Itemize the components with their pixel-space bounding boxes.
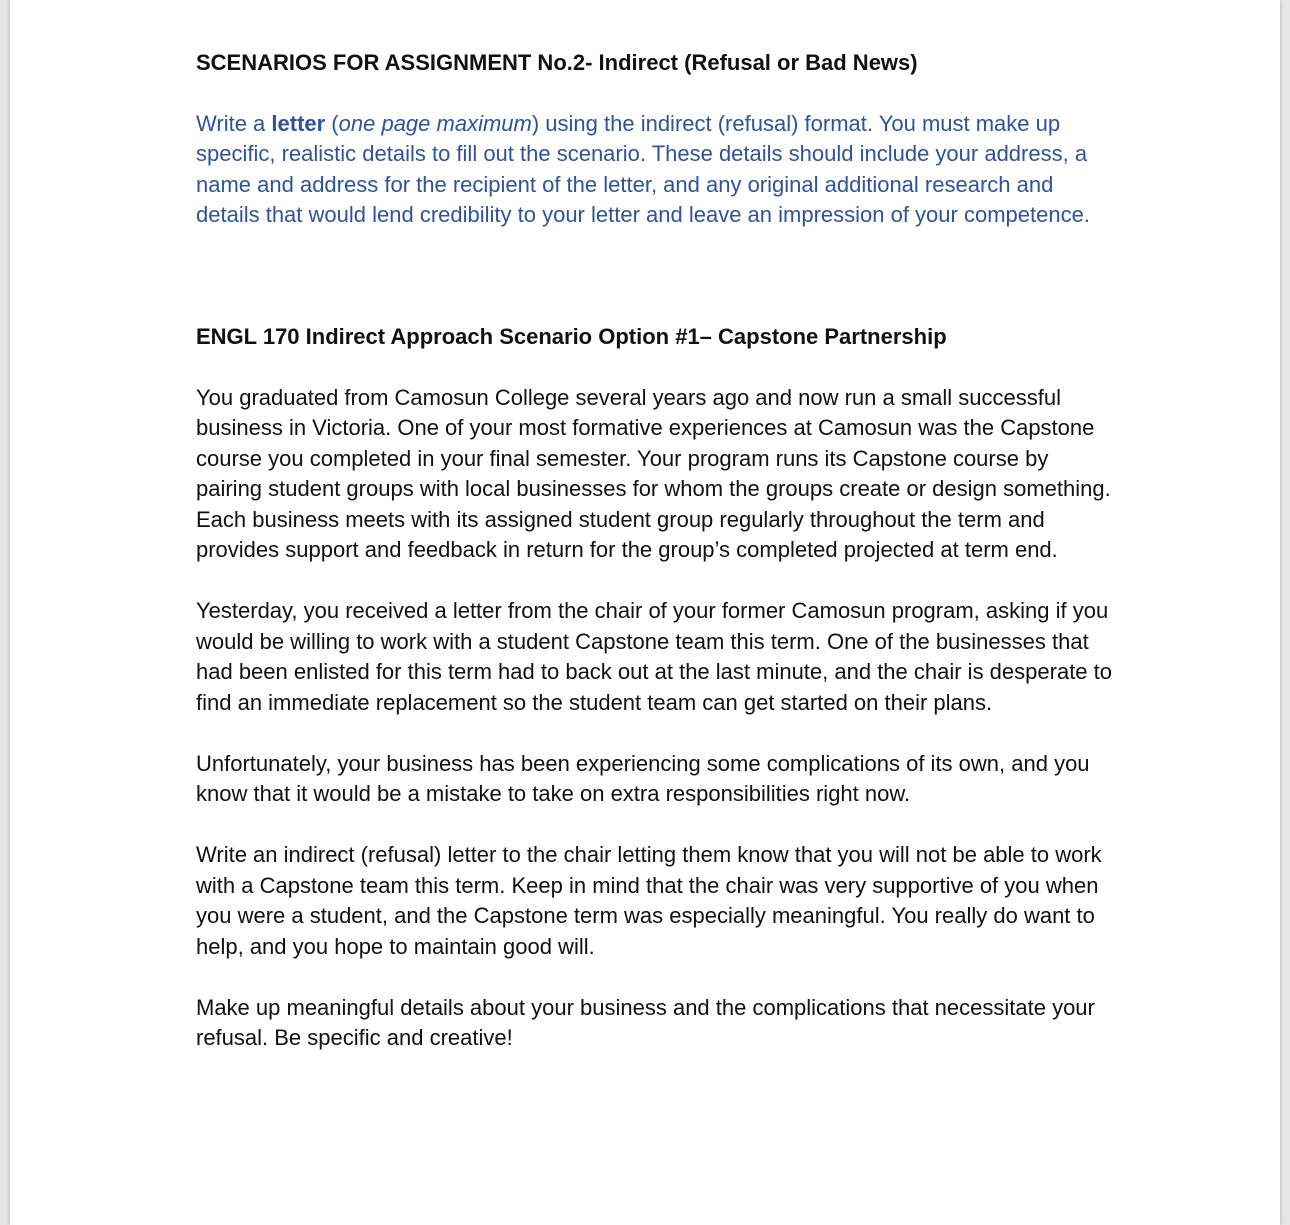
intro-text-1: Write a (196, 110, 272, 136)
document-content (196, 48, 1116, 1054)
scenario-paragraph-complication: Unfortunately, your business has been experiencing some complications of its own, and you know that it would be a mistake to take on extra responsibilities right now. (196, 750, 1090, 806)
intro-bold-letter: letter (271, 110, 326, 136)
scenario-paragraph-request: Yesterday, you received a letter from the chair of your former Camosun program, asking if you would be willing to work with a student Capstone team this term. One of the businesses that had been enlisted for this term had to back out at the last minute, and the chair is desperate to find an immediate replacement so the student team can get started on their plans. (196, 598, 1112, 715)
intro-italic-page-limit: one page maximum (338, 110, 532, 136)
intro-text-2: ( (325, 110, 339, 136)
intro-paragraph (196, 109, 1116, 231)
assignment-title: SCENARIOS FOR ASSIGNMENT No.2- Indirect (Refusal or Bad News) (196, 50, 918, 75)
scenario-paragraph-background: You graduated from Camosun College several years ago and now run a small successful business in Victoria. One of your most formative experiences at Camosun was the Capstone course you completed in your final semester. Your program runs its Capstone course by pairing student groups with local businesses for whom the groups create or design something. Each business meets with its assigned student group regularly throughout the term and provides support and feedback in return for the group’s completed projected at term end. (196, 384, 1111, 562)
document-page (10, 0, 1280, 1225)
scenario-paragraph-task: Write an indirect (refusal) letter to the chair letting them know that you will not be able to work with a Capstone team this term. Keep in mind that the chair was very supportive of you when you were a student, and the Capstone term was especially meaningful. You really do want to help, and you hope to maintain good will. (196, 842, 1102, 959)
intro-text-3: ) using the indirect (refusal) format. You must make up specific, realistic details to fill out the scenario. These details should include your address, a name and address for the recipient of the letter, and any original additional research and details that would lend credibility to your letter and leave an impression of your competence. (196, 110, 1090, 227)
scenario-heading: ENGL 170 Indirect Approach Scenario Option #1– Capstone Partnership (196, 323, 947, 349)
scenario-paragraph-instructions: Make up meaningful details about your business and the complications that necessitate your refusal. Be specific and creative! (196, 994, 1095, 1050)
